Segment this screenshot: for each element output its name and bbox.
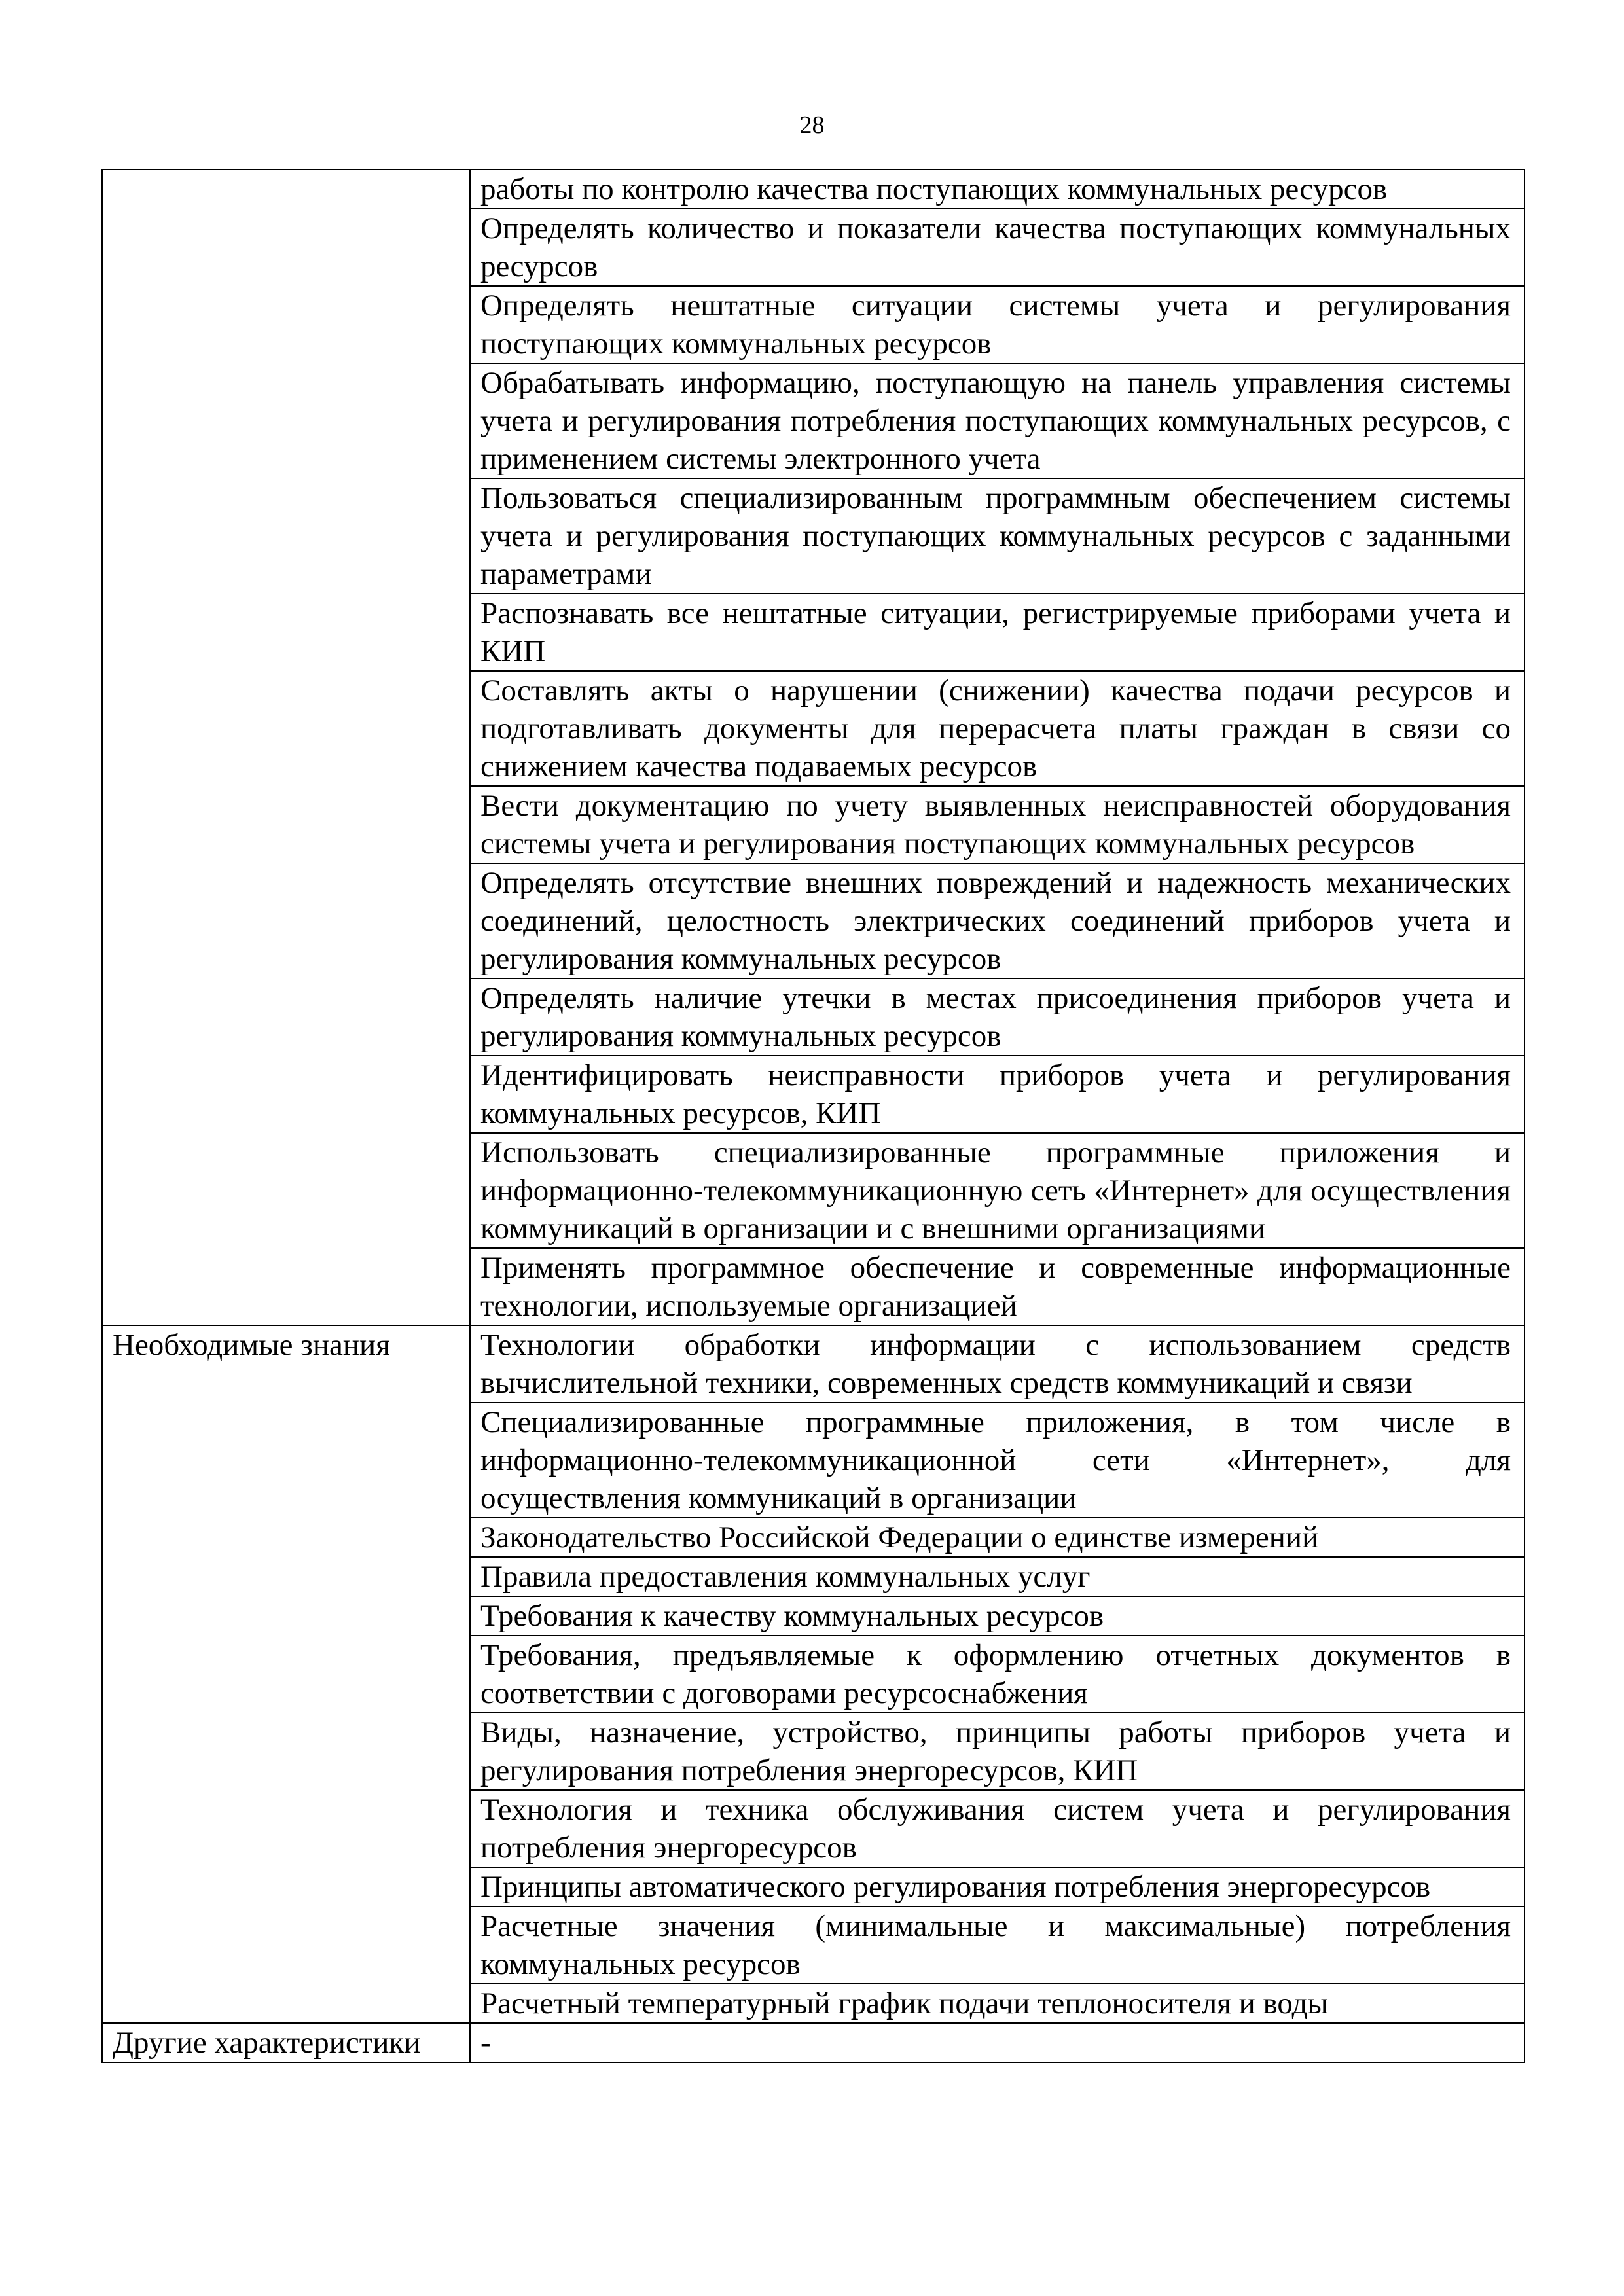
table-row <box>102 1325 1525 1403</box>
table-cell: Технологии обработки информации с использованием средств вычислительной техники, современных средств коммуникаций и связи <box>470 1325 1525 1403</box>
table-cell: - <box>470 2023 1525 2062</box>
table-cell: Применять программное обеспечение и современные информационные технологии, используемые организацией <box>470 1248 1525 1325</box>
table-cell: Определять наличие утечки в местах присоединения приборов учета и регулирования коммунальных ресурсов <box>470 978 1525 1056</box>
table-row <box>102 170 1525 209</box>
table-cell: Требования к качеству коммунальных ресурсов <box>470 1596 1525 1636</box>
table-cell: Идентифицировать неисправности приборов учета и регулирования коммунальных ресурсов, КИП <box>470 1056 1525 1133</box>
competency-table <box>101 169 1525 2063</box>
table-row <box>102 2023 1525 2062</box>
row-label-other-characteristics: Другие характеристики <box>102 2023 470 2062</box>
table-cell: Использовать специализированные программные приложения и информационно-телекоммуникационную сеть «Интернет» для осуществления коммуникаций в организации и с внешними организациями <box>470 1133 1525 1248</box>
table-cell: Определять отсутствие внешних повреждений и надежность механических соединений, целостность электрических соединений приборов учета и регулирования коммунальных ресурсов <box>470 863 1525 978</box>
page-number: 28 <box>799 111 825 139</box>
table-cell: Расчетный температурный график подачи теплоносителя и воды <box>470 1984 1525 2023</box>
table-cell: Пользоваться специализированным программным обеспечением системы учета и регулирования поступающих коммунальных ресурсов с заданными параметрами <box>470 478 1525 594</box>
table-cell: Составлять акты о нарушении (снижении) качества подачи ресурсов и подготавливать документы для перерасчета платы граждан в связи со снижением качества подаваемых ресурсов <box>470 671 1525 786</box>
row-label-required-knowledge: Необходимые знания <box>102 1325 470 2023</box>
table-cell: Определять нештатные ситуации системы учета и регулирования поступающих коммунальных ресурсов <box>470 286 1525 363</box>
table-cell: Технология и техника обслуживания систем учета и регулирования потребления энергоресурсов <box>470 1790 1525 1867</box>
table-cell: Обрабатывать информацию, поступающую на панель управления системы учета и регулирования потребления поступающих коммунальных ресурсов, с применением системы электронного учета <box>470 363 1525 478</box>
table-cell: Принципы автоматического регулирования потребления энергоресурсов <box>470 1867 1525 1907</box>
table-cell: Распознавать все нештатные ситуации, регистрируемые приборами учета и КИП <box>470 594 1525 671</box>
table-cell: Виды, назначение, устройство, принципы работы приборов учета и регулирования потребления энергоресурсов, КИП <box>470 1713 1525 1790</box>
table-cell: Правила предоставления коммунальных услуг <box>470 1557 1525 1596</box>
row-label <box>102 170 470 1325</box>
table-cell: Специализированные программные приложения, в том числе в информационно-телекоммуникационной сети «Интернет», для осуществления коммуникаций в организации <box>470 1403 1525 1518</box>
table-cell: Расчетные значения (минимальные и максимальные) потребления коммунальных ресурсов <box>470 1907 1525 1984</box>
table-cell: Определять количество и показатели качества поступающих коммунальных ресурсов <box>470 209 1525 286</box>
table-cell: работы по контролю качества поступающих коммунальных ресурсов <box>470 170 1525 209</box>
table-cell: Законодательство Российской Федерации о единстве измерений <box>470 1518 1525 1557</box>
table-cell: Вести документацию по учету выявленных неисправностей оборудования системы учета и регулирования поступающих коммунальных ресурсов <box>470 786 1525 863</box>
table-cell: Требования, предъявляемые к оформлению отчетных документов в соответствии с договорами ресурсоснабжения <box>470 1636 1525 1713</box>
